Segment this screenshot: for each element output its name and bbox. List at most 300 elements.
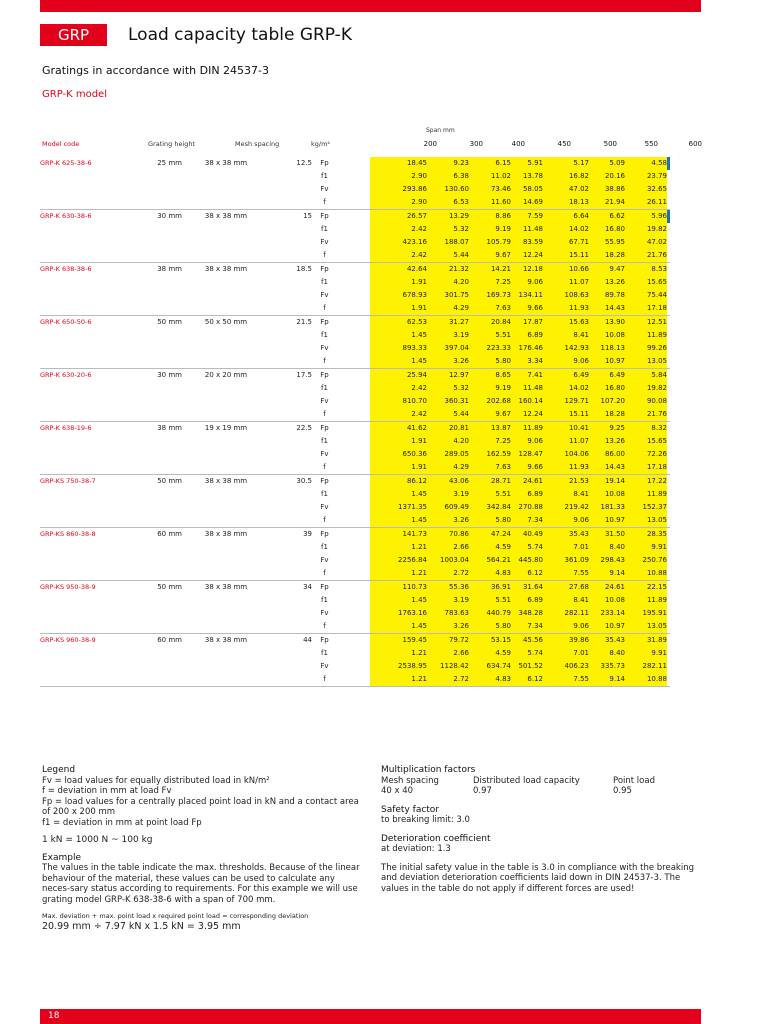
weight-cell: 44 bbox=[303, 636, 312, 644]
table-row bbox=[40, 488, 670, 501]
load-type-cell: f bbox=[312, 408, 337, 422]
grating-height-cell bbox=[130, 408, 182, 422]
value-cell: 14.02 bbox=[543, 382, 589, 395]
value-cell: 10.41 bbox=[543, 422, 589, 436]
value-cell: 11.93 bbox=[543, 302, 589, 316]
value-cell: 11.48 bbox=[511, 223, 543, 236]
model-code-cell bbox=[40, 382, 130, 395]
value-cell: 8.86 bbox=[469, 210, 511, 224]
model-code-cell: GRP-KS 960-38-9 bbox=[40, 636, 96, 644]
value-cell: 169.73 bbox=[469, 289, 511, 302]
value-cell: 1.45 bbox=[370, 329, 427, 342]
value-cell: 4.20 bbox=[427, 435, 469, 448]
weight-cell bbox=[270, 461, 312, 475]
value-cell: 20.16 bbox=[589, 170, 625, 183]
edge-marker bbox=[667, 554, 670, 567]
edge-marker bbox=[667, 541, 670, 554]
value-cell: 31.27 bbox=[427, 316, 469, 330]
load-type-cell: Fp bbox=[320, 265, 329, 273]
value-cell: 6.12 bbox=[511, 567, 543, 581]
table-row bbox=[40, 435, 670, 448]
example-title: Example bbox=[42, 852, 82, 863]
value-cell: 25.94 bbox=[370, 369, 427, 383]
value-cell: 24.61 bbox=[511, 475, 543, 489]
value-cell: 89.78 bbox=[589, 289, 625, 302]
table-row bbox=[40, 422, 670, 436]
value-cell: 5.44 bbox=[427, 408, 469, 422]
model-code-cell bbox=[40, 488, 130, 501]
load-type-cell: Fv bbox=[320, 556, 329, 564]
grating-height-cell bbox=[130, 196, 182, 210]
spacer-cell bbox=[337, 170, 370, 183]
value-cell: 13.26 bbox=[589, 276, 625, 289]
edge-marker bbox=[667, 249, 670, 263]
value-cell: 152.37 bbox=[625, 501, 667, 514]
value-cell: 9.06 bbox=[511, 276, 543, 289]
weight-cell bbox=[270, 567, 312, 581]
value-cell: 6.49 bbox=[589, 369, 625, 383]
model-code-cell bbox=[40, 170, 130, 183]
mesh-spacing-cell bbox=[182, 488, 270, 501]
spacer-cell bbox=[337, 501, 370, 514]
page-title: Load capacity table GRP-K bbox=[128, 25, 352, 45]
value-cell: 13.05 bbox=[625, 514, 667, 528]
value-cell: 99.26 bbox=[625, 342, 667, 355]
grp-badge: GRP bbox=[40, 24, 107, 46]
mesh-spacing-cell bbox=[182, 647, 270, 660]
value-cell: 223.33 bbox=[469, 342, 511, 355]
model-code-cell bbox=[40, 554, 130, 567]
value-cell: 1763.16 bbox=[370, 607, 427, 620]
grating-height-cell bbox=[130, 501, 182, 514]
value-cell: 26.57 bbox=[370, 210, 427, 224]
mesh-spacing-cell bbox=[182, 355, 270, 369]
value-cell: 14.02 bbox=[543, 223, 589, 236]
model-code-cell bbox=[40, 461, 130, 475]
value-cell: 16.80 bbox=[589, 223, 625, 236]
spacer-cell bbox=[337, 594, 370, 607]
value-cell: 13.05 bbox=[625, 620, 667, 634]
spacer-cell bbox=[337, 660, 370, 673]
mesh-spacing-cell bbox=[182, 448, 270, 461]
load-type-cell: f1 bbox=[321, 490, 328, 498]
value-cell: 6.49 bbox=[543, 369, 589, 383]
edge-marker bbox=[667, 302, 670, 316]
value-cell: 118.13 bbox=[589, 342, 625, 355]
page-number: 18 bbox=[48, 1011, 60, 1021]
value-cell: 20.84 bbox=[469, 316, 511, 330]
load-type-cell: f1 bbox=[321, 437, 328, 445]
load-type-cell: f1 bbox=[321, 543, 328, 551]
value-cell: 1.21 bbox=[370, 673, 427, 687]
value-cell: 289.05 bbox=[427, 448, 469, 461]
value-cell: 16.82 bbox=[543, 170, 589, 183]
weight-cell bbox=[270, 488, 312, 501]
weight-cell: 22.5 bbox=[296, 424, 312, 432]
load-type-cell: f bbox=[312, 196, 337, 210]
value-cell: 3.19 bbox=[427, 488, 469, 501]
weight-cell bbox=[270, 183, 312, 196]
value-cell: 27.68 bbox=[543, 581, 589, 595]
value-cell: 73.46 bbox=[469, 183, 511, 196]
weight-cell bbox=[270, 554, 312, 567]
value-cell: 1.91 bbox=[370, 276, 427, 289]
load-type-cell: f bbox=[312, 302, 337, 316]
value-cell: 58.05 bbox=[511, 183, 543, 196]
span-header: 450 bbox=[557, 140, 571, 148]
edge-marker bbox=[667, 647, 670, 660]
value-cell: 5.74 bbox=[511, 541, 543, 554]
value-cell: 9.47 bbox=[589, 263, 625, 277]
table-row bbox=[40, 249, 670, 263]
value-cell: 6.89 bbox=[511, 488, 543, 501]
value-cell: 24.61 bbox=[589, 581, 625, 595]
formula-label: Max. deviation + max. point load x required point load = corresponding deviation bbox=[42, 912, 309, 920]
value-cell: 32.65 bbox=[625, 183, 667, 196]
value-cell: 1.21 bbox=[370, 541, 427, 554]
grating-height-cell bbox=[130, 647, 182, 660]
value-cell: 9.91 bbox=[625, 647, 667, 660]
value-cell: 7.59 bbox=[511, 210, 543, 224]
legend-line: Fv = load values for equally distributed load in kN/m² bbox=[42, 775, 270, 786]
value-cell: 7.41 bbox=[511, 369, 543, 383]
value-cell: 397.04 bbox=[427, 342, 469, 355]
weight-cell: 12.5 bbox=[296, 159, 312, 167]
value-cell: 423.16 bbox=[370, 236, 427, 249]
edge-marker bbox=[667, 223, 670, 236]
value-cell: 10.88 bbox=[625, 673, 667, 687]
value-cell: 11.93 bbox=[543, 461, 589, 475]
weight-cell bbox=[270, 342, 312, 355]
mesh-spacing-cell: 38 x 38 mm bbox=[204, 159, 248, 167]
grating-height-cell bbox=[130, 223, 182, 236]
load-type-cell: Fv bbox=[320, 450, 329, 458]
value-cell: 18.45 bbox=[370, 157, 427, 170]
edge-marker bbox=[667, 620, 670, 634]
value-cell: 21.76 bbox=[625, 408, 667, 422]
edge-marker bbox=[667, 342, 670, 355]
value-cell: 1.91 bbox=[370, 302, 427, 316]
value-cell: 15.65 bbox=[625, 276, 667, 289]
safety-text: to breaking limit: 3.0 bbox=[381, 815, 470, 825]
value-cell: 9.67 bbox=[469, 249, 511, 263]
edge-marker bbox=[667, 183, 670, 196]
edge-marker bbox=[667, 276, 670, 289]
grating-height-cell: 60 mm bbox=[157, 530, 182, 538]
value-cell: 7.25 bbox=[469, 435, 511, 448]
value-cell: 47.02 bbox=[625, 236, 667, 249]
value-cell: 893.33 bbox=[370, 342, 427, 355]
value-cell: 360.31 bbox=[427, 395, 469, 408]
model-code-cell bbox=[40, 541, 130, 554]
grating-height-cell bbox=[130, 488, 182, 501]
value-cell: 4.83 bbox=[469, 567, 511, 581]
grating-height-cell: 50 mm bbox=[157, 318, 182, 326]
model-code-cell bbox=[40, 435, 130, 448]
value-cell: 12.51 bbox=[625, 316, 667, 330]
edge-marker bbox=[667, 461, 670, 475]
table-row bbox=[40, 302, 670, 316]
table-row bbox=[40, 673, 670, 687]
value-cell: 104.06 bbox=[543, 448, 589, 461]
value-cell: 1.45 bbox=[370, 514, 427, 528]
spacer-cell bbox=[337, 554, 370, 567]
spacer-cell bbox=[337, 607, 370, 620]
value-cell: 39.86 bbox=[543, 634, 589, 648]
model-code-cell: GRP-KS 950-38-9 bbox=[40, 583, 96, 591]
mesh-spacing-cell bbox=[182, 223, 270, 236]
value-cell: 12.24 bbox=[511, 249, 543, 263]
mesh-spacing-cell bbox=[182, 382, 270, 395]
model-code-cell bbox=[40, 236, 130, 249]
spacer-cell bbox=[337, 249, 370, 263]
value-cell: 130.60 bbox=[427, 183, 469, 196]
spacer-cell bbox=[337, 620, 370, 634]
table-row bbox=[40, 567, 670, 581]
value-cell: 142.93 bbox=[543, 342, 589, 355]
value-cell: 9.06 bbox=[543, 514, 589, 528]
value-cell: 47.02 bbox=[543, 183, 589, 196]
edge-marker bbox=[667, 528, 670, 542]
value-cell: 6.64 bbox=[543, 210, 589, 224]
example-text: The values in the table indicate the max. thresholds. Because of the linear behaviour of the material, these values can be used to calculate any neces-sary status according to requirements. For this example we will use grating model GRP-K 638-38-6 with a span of 700 mm. bbox=[42, 863, 360, 905]
spacer-cell bbox=[337, 435, 370, 448]
value-cell: 176.46 bbox=[511, 342, 543, 355]
grating-height-cell bbox=[130, 289, 182, 302]
spacer-cell bbox=[337, 488, 370, 501]
value-cell: 26.11 bbox=[625, 196, 667, 210]
mesh-spacing-cell bbox=[182, 567, 270, 581]
value-cell: 8.41 bbox=[543, 329, 589, 342]
weight-cell bbox=[270, 170, 312, 183]
mesh-spacing-cell bbox=[182, 514, 270, 528]
grating-height-cell bbox=[130, 236, 182, 249]
value-cell: 10.66 bbox=[543, 263, 589, 277]
weight-cell bbox=[270, 302, 312, 316]
edge-marker bbox=[667, 435, 670, 448]
factors-block bbox=[381, 765, 711, 894]
value-cell: 293.86 bbox=[370, 183, 427, 196]
deterioration-title: Deterioration coefficient bbox=[381, 833, 491, 844]
value-cell: 9.66 bbox=[511, 461, 543, 475]
value-cell: 14.69 bbox=[511, 196, 543, 210]
value-cell: 609.49 bbox=[427, 501, 469, 514]
value-cell: 445.80 bbox=[511, 554, 543, 567]
model-code-cell bbox=[40, 647, 130, 660]
edge-marker bbox=[667, 210, 670, 224]
value-cell: 67.71 bbox=[543, 236, 589, 249]
load-type-cell: Fp bbox=[320, 636, 329, 644]
unit-conversion: 1 kN = 1000 N ~ 100 kg bbox=[42, 835, 153, 845]
edge-marker bbox=[667, 607, 670, 620]
weight-cell bbox=[270, 501, 312, 514]
weight-cell bbox=[270, 673, 312, 687]
value-cell: 9.14 bbox=[589, 567, 625, 581]
mesh-spacing-cell: 38 x 38 mm bbox=[204, 636, 248, 644]
value-cell: 5.51 bbox=[469, 329, 511, 342]
value-cell: 108.63 bbox=[543, 289, 589, 302]
mesh-spacing-cell: 20 x 20 mm bbox=[204, 371, 248, 379]
value-cell: 9.19 bbox=[469, 382, 511, 395]
spacer-cell bbox=[337, 541, 370, 554]
value-cell: 14.21 bbox=[469, 263, 511, 277]
value-cell: 86.00 bbox=[589, 448, 625, 461]
value-cell: 3.19 bbox=[427, 594, 469, 607]
value-cell: 10.97 bbox=[589, 620, 625, 634]
weight-cell bbox=[270, 236, 312, 249]
load-type-cell: Fv bbox=[320, 662, 329, 670]
value-cell: 5.84 bbox=[625, 369, 667, 383]
load-type-cell: Fv bbox=[320, 291, 329, 299]
edge-marker bbox=[667, 673, 670, 687]
table-row bbox=[40, 528, 670, 542]
mesh-spacing-cell bbox=[182, 660, 270, 673]
model-code-cell bbox=[40, 196, 130, 210]
value-cell: 11.89 bbox=[625, 594, 667, 607]
mesh-spacing-cell: 38 x 38 mm bbox=[204, 530, 248, 538]
value-cell: 342.84 bbox=[469, 501, 511, 514]
value-cell: 2538.95 bbox=[370, 660, 427, 673]
edge-marker bbox=[667, 395, 670, 408]
grating-height-cell: 50 mm bbox=[157, 477, 182, 485]
value-cell: 5.91 bbox=[511, 157, 543, 170]
value-cell: 107.20 bbox=[589, 395, 625, 408]
top-accent-bar bbox=[40, 0, 701, 12]
value-cell: 128.47 bbox=[511, 448, 543, 461]
value-cell: 17.18 bbox=[625, 461, 667, 475]
table-row bbox=[40, 170, 670, 183]
grating-height-cell bbox=[130, 170, 182, 183]
weight-cell: 30.5 bbox=[296, 477, 312, 485]
table-row bbox=[40, 329, 670, 342]
legend-line: f1 = deviation in mm at point load Fp bbox=[42, 817, 202, 828]
value-cell: 105.79 bbox=[469, 236, 511, 249]
table-row bbox=[40, 660, 670, 673]
grating-height-cell bbox=[130, 660, 182, 673]
model-code-cell bbox=[40, 514, 130, 528]
model-code-cell bbox=[40, 276, 130, 289]
page-subtitle: Gratings in accordance with DIN 24537-3 bbox=[42, 64, 269, 77]
value-cell: 6.62 bbox=[589, 210, 625, 224]
value-cell: 12.97 bbox=[427, 369, 469, 383]
value-cell: 2.72 bbox=[427, 673, 469, 687]
mesh-spacing-cell bbox=[182, 408, 270, 422]
weight-cell: 39 bbox=[303, 530, 312, 538]
weight-cell bbox=[270, 607, 312, 620]
load-type-cell: Fp bbox=[320, 212, 329, 220]
value-cell: 129.71 bbox=[543, 395, 589, 408]
mesh-spacing-cell bbox=[182, 435, 270, 448]
edge-marker bbox=[667, 170, 670, 183]
value-cell: 5.51 bbox=[469, 488, 511, 501]
table-row bbox=[40, 647, 670, 660]
value-cell: 7.63 bbox=[469, 461, 511, 475]
value-cell: 2.42 bbox=[370, 223, 427, 236]
value-cell: 18.28 bbox=[589, 249, 625, 263]
edge-marker bbox=[667, 196, 670, 210]
value-cell: 141.73 bbox=[370, 528, 427, 542]
value-cell: 5.51 bbox=[469, 594, 511, 607]
spacer-cell bbox=[337, 475, 370, 489]
weight-cell bbox=[270, 395, 312, 408]
factors-title: Multiplication factors bbox=[381, 765, 476, 775]
model-label: GRP-K model bbox=[42, 89, 107, 100]
value-cell: 4.20 bbox=[427, 276, 469, 289]
weight-cell bbox=[270, 382, 312, 395]
weight-cell bbox=[270, 408, 312, 422]
value-cell: 28.71 bbox=[469, 475, 511, 489]
grating-height-cell bbox=[130, 594, 182, 607]
value-cell: 219.42 bbox=[543, 501, 589, 514]
value-cell: 1.91 bbox=[370, 435, 427, 448]
edge-marker bbox=[667, 567, 670, 581]
value-cell: 11.02 bbox=[469, 170, 511, 183]
value-cell: 2.90 bbox=[370, 170, 427, 183]
value-cell: 250.76 bbox=[625, 554, 667, 567]
value-cell: 18.28 bbox=[589, 408, 625, 422]
weight-cell: 34 bbox=[303, 583, 312, 591]
value-cell: 19.14 bbox=[589, 475, 625, 489]
model-code-cell bbox=[40, 620, 130, 634]
load-type-cell: Fp bbox=[320, 424, 329, 432]
mesh-spacing-cell bbox=[182, 249, 270, 263]
value-cell: 7.25 bbox=[469, 276, 511, 289]
weight-cell bbox=[270, 660, 312, 673]
weight-cell bbox=[270, 289, 312, 302]
mesh-spacing-cell bbox=[182, 501, 270, 514]
load-type-cell: f1 bbox=[321, 649, 328, 657]
value-cell: 11.60 bbox=[469, 196, 511, 210]
load-type-cell: f1 bbox=[321, 172, 328, 180]
span-header: 600 bbox=[688, 140, 702, 148]
mesh-spacing-cell bbox=[182, 170, 270, 183]
weight-cell: 18.5 bbox=[296, 265, 312, 273]
load-type-cell: Fv bbox=[320, 238, 329, 246]
factors-header: Distributed load capacity bbox=[473, 775, 580, 786]
table-row bbox=[40, 355, 670, 369]
value-cell: 10.08 bbox=[589, 594, 625, 607]
model-code-cell: GRP-K 625-38-6 bbox=[40, 159, 92, 167]
value-cell: 8.41 bbox=[543, 594, 589, 607]
value-cell: 31.89 bbox=[625, 634, 667, 648]
value-cell: 810.70 bbox=[370, 395, 427, 408]
value-cell: 1128.42 bbox=[427, 660, 469, 673]
spacer-cell bbox=[337, 183, 370, 196]
model-code-cell bbox=[40, 249, 130, 263]
grating-height-cell bbox=[130, 620, 182, 634]
value-cell: 3.26 bbox=[427, 355, 469, 369]
value-cell: 650.36 bbox=[370, 448, 427, 461]
value-cell: 17.18 bbox=[625, 302, 667, 316]
value-cell: 2.42 bbox=[370, 408, 427, 422]
grating-height-cell: 38 mm bbox=[157, 424, 182, 432]
mesh-spacing-cell: 19 x 19 mm bbox=[204, 424, 248, 432]
value-cell: 55.95 bbox=[589, 236, 625, 249]
weight-cell bbox=[270, 541, 312, 554]
value-cell: 19.82 bbox=[625, 223, 667, 236]
edge-marker bbox=[667, 475, 670, 489]
value-cell: 2.42 bbox=[370, 249, 427, 263]
value-cell: 440.79 bbox=[469, 607, 511, 620]
load-type-cell: Fp bbox=[320, 159, 329, 167]
value-cell: 17.87 bbox=[511, 316, 543, 330]
value-cell: 348.28 bbox=[511, 607, 543, 620]
mesh-spacing-cell bbox=[182, 329, 270, 342]
mesh-spacing-cell bbox=[182, 461, 270, 475]
value-cell: 9.23 bbox=[427, 157, 469, 170]
factors-header: Mesh spacing bbox=[381, 775, 439, 786]
value-cell: 28.35 bbox=[625, 528, 667, 542]
